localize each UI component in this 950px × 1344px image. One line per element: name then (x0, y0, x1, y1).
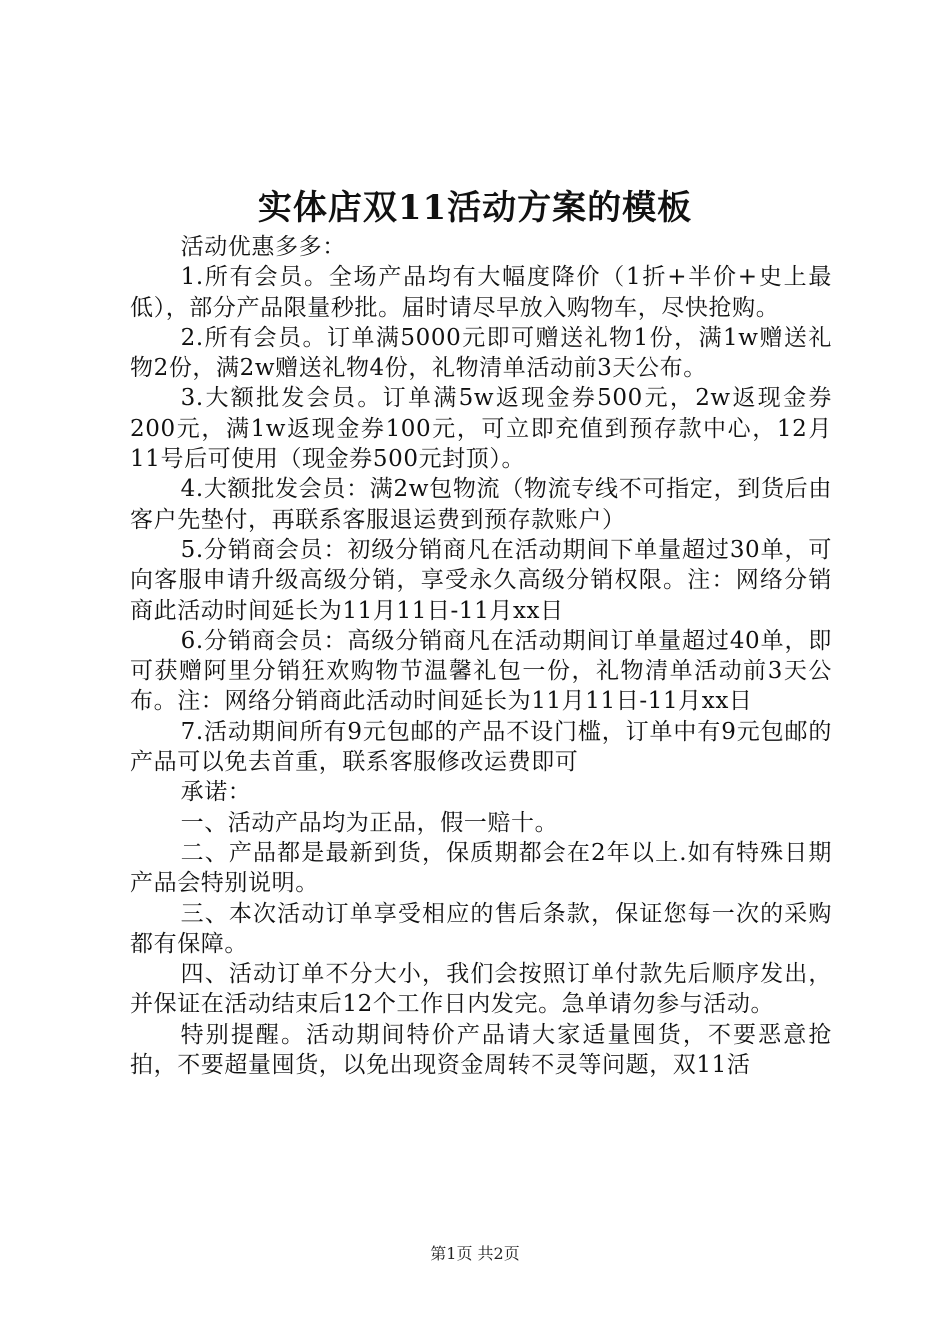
document-title: 实体店双11活动方案的模板 (257, 188, 693, 228)
paragraph-item-7: 7.活动期间所有9元包邮的产品不设门槛，订单中有9元包邮的产品可以免去首重，联系客服修改运费即可 (130, 718, 832, 776)
paragraph-promise-1: 一、活动产品均为正品，假一赔十。 (180, 809, 559, 836)
paragraph-item-6: 6.分销商会员：高级分销商凡在活动期间订单量超过40单，即可获赠阿里分销狂欢购物节温馨礼包一份，礼物清单活动前3天公布。注：网络分销商此活动时间延长为11月11日-11月xx日 (130, 627, 832, 715)
paragraph-special-reminder: 特别提醒。活动期间特价产品请大家适量囤货，不要恶意抢拍，不要超量囤货，以免出现资金周转不灵等问题，双11活 (130, 1021, 832, 1079)
paragraph-promise-2: 二、产品都是最新到货，保质期都会在2年以上.如有特殊日期产品会特别说明。 (130, 839, 832, 897)
paragraph-promise-heading: 承诺： (180, 779, 252, 806)
paragraph-item-3: 3.大额批发会员。订单满5w返现金券500元，2w返现金券200元，满1w返现金券100元，可立即充值到预存款中心，12月11号后可使用（现金券500元封顶）。 (130, 385, 832, 473)
paragraph-promise-4: 四、活动订单不分大小，我们会按照订单付款先后顺序发出，并保证在活动结束后12个工作日内发完。急单请勿参与活动。 (130, 961, 832, 1018)
paragraph-intro: 活动优惠多多： (180, 234, 346, 260)
page-number-footer: 第1页 共2页 (430, 1244, 520, 1263)
document-body (130, 232, 832, 1080)
paragraph-item-5: 5.分销商会员：初级分销商凡在活动期间下单量超过30单，可向客服申请升级高级分销，享受永久高级分销权限。注：网络分销商此活动时间延长为11月11日-11月xx日 (130, 536, 832, 624)
paragraph-item-2: 2.所有会员。订单满5000元即可赠送礼物1份，满1w赠送礼物2份，满2w赠送礼物4份，礼物清单活动前3天公布。 (130, 324, 832, 382)
paragraph-item-4: 4.大额批发会员：满2w包物流（物流专线不可指定，到货后由客户先垫付，再联系客服退运费到预存款账户） (130, 476, 832, 533)
paragraph-item-1: 1.所有会员。全场产品均有大幅度降价（1折+半价+史上最低），部分产品限量秒批。届时请尽早放入购物车，尽快抢购。 (130, 264, 832, 321)
paragraph-promise-3: 三、本次活动订单享受相应的售后条款，保证您每一次的采购都有保障。 (130, 900, 832, 957)
